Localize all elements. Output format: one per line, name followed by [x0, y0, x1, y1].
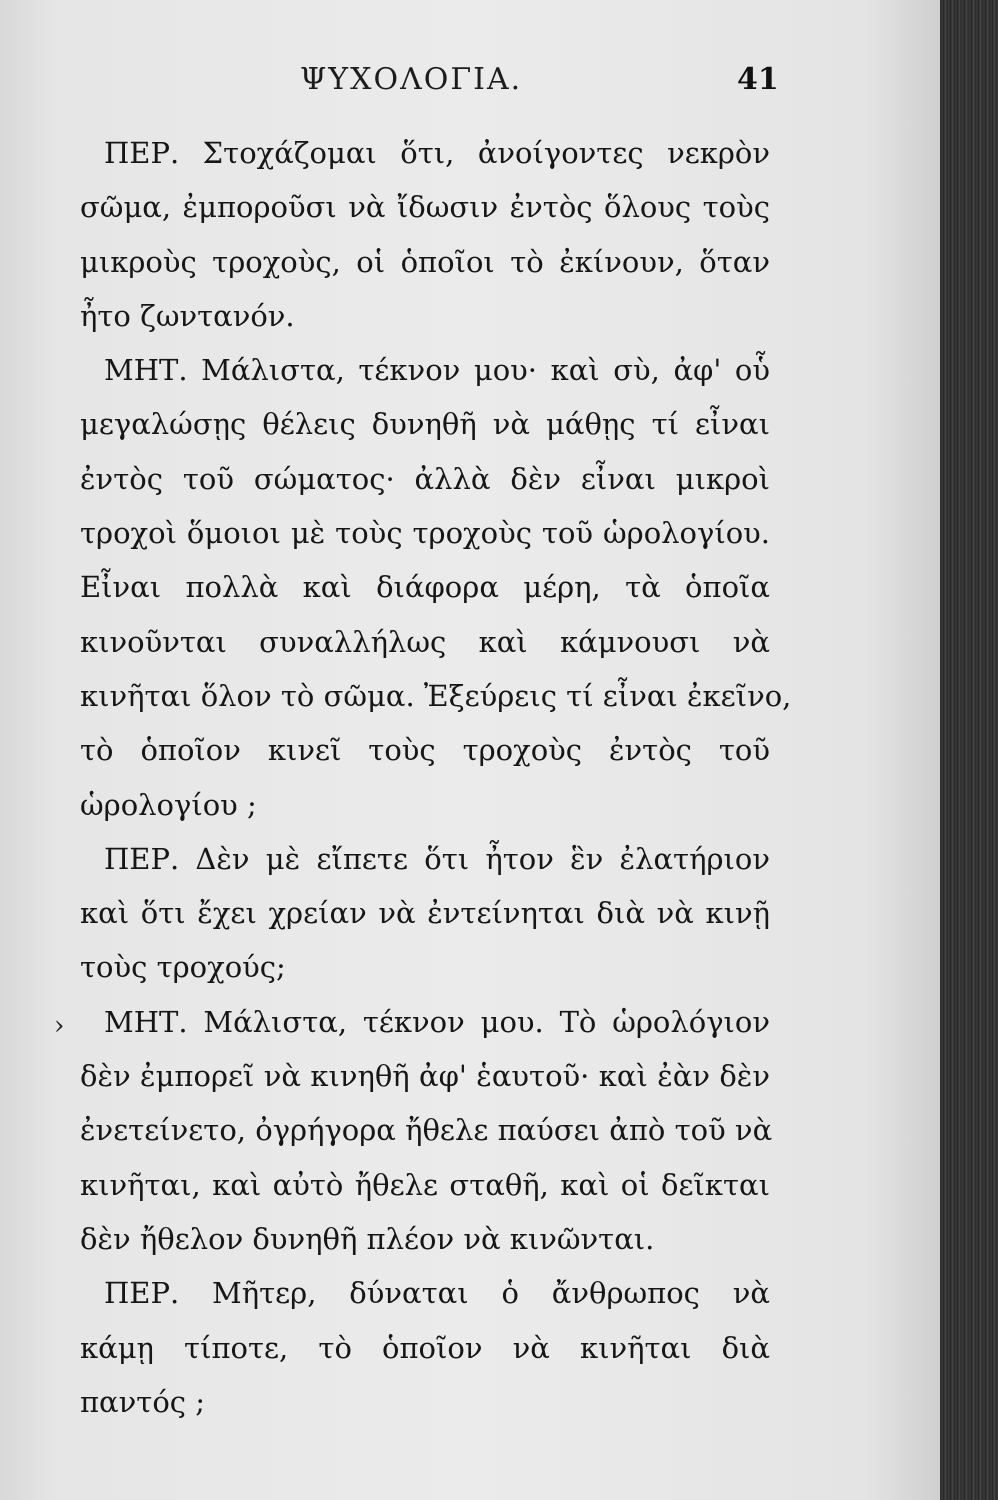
text-line: ΜΗΤ. Μάλιστα, τέκνον μου. Τὸ ὡρολόγιον [104, 1004, 770, 1039]
text-line: ἐντὸς τοῦ σώματος· ἀλλὰ δὲν εἶναι μικροὶ [80, 461, 770, 496]
text-line: κινοῦνται συναλλήλως καὶ κάμνουσι νὰ [80, 624, 770, 659]
page-edge-stack [940, 0, 998, 1500]
text-line: σῶμα, ἐμποροῦσι νὰ ἴδωσιν ἐντὸς ὅλους τοὺς [80, 190, 770, 225]
text-line: κάμῃ τίποτε, τὸ ὁποῖον νὰ κινῆται διὰ [80, 1330, 770, 1365]
text-line: τὸ ὁποῖον κινεῖ τοὺς τροχοὺς ἐντὸς τοῦ [80, 733, 770, 768]
running-title: ΨΥΧΟΛΟΓΙΑ. [300, 62, 523, 97]
text-line: παντός ; [80, 1384, 206, 1419]
text-line: ΠΕΡ. Δὲν μὲ εἴπετε ὅτι ἦτον ἓν ἐλατήριον [104, 841, 770, 876]
text-line: μεγαλώσῃς θέλεις δυνηθῆ νὰ μάθῃς τί εἶναι [80, 407, 770, 442]
text-line: τοὺς τροχούς; [80, 950, 286, 985]
text-line: καὶ ὅτι ἔχει χρείαν νὰ ἐντείνηται διὰ νὰ κινῇ [80, 896, 770, 931]
text-line: ὡρολογίου ; [80, 787, 257, 822]
text-line: μικροὺς τροχοὺς, οἱ ὁποῖοι τὸ ἐκίνουν, ὅταν [80, 244, 770, 279]
text-line: ΜΗΤ. Μάλιστα, τέκνον μου· καὶ σὺ, ἀφ' οὗ [104, 353, 770, 388]
text-line: δὲν ἐμπορεῖ νὰ κινηθῆ ἀφ' ἑαυτοῦ· καὶ ἐὰν δὲν [80, 1059, 770, 1094]
text-line: Εἶναι πολλὰ καὶ διάφορα μέρη, τὰ ὁποῖα [80, 570, 770, 605]
text-line: ΠΕΡ. Στοχάζομαι ὅτι, ἀνοίγοντες νεκρὸν [104, 136, 770, 170]
text-line: κινῆται, καὶ αὐτὸ ἤθελε σταθῆ, καὶ οἱ δεῖκται [80, 1167, 770, 1202]
margin-mark: › [54, 1011, 65, 1041]
text-line: κινῆται ὅλον τὸ σῶμα. Ἐξεύρεις τί εἶναι ἐκεῖνο, [80, 678, 792, 713]
page-header [0, 62, 940, 112]
text-line: ΠΕΡ. Μῆτερ, δύναται ὁ ἄνθρωπος νὰ [104, 1276, 770, 1311]
text-line: τροχοὶ ὅμοιοι μὲ τοὺς τροχοὺς τοῦ ὡρολογίου. [80, 516, 770, 551]
page-number: 41 [737, 62, 779, 97]
text-line: δὲν ἤθελον δυνηθῆ πλέον νὰ κινῶνται. [80, 1221, 655, 1256]
body-text [80, 126, 792, 1429]
text-line: ἐνετείνετο, ὀγρήγορα ἤθελε παύσει ἀπὸ τοῦ νὰ [80, 1113, 773, 1148]
text-line: ἦτο ζωντανόν. [80, 298, 295, 333]
